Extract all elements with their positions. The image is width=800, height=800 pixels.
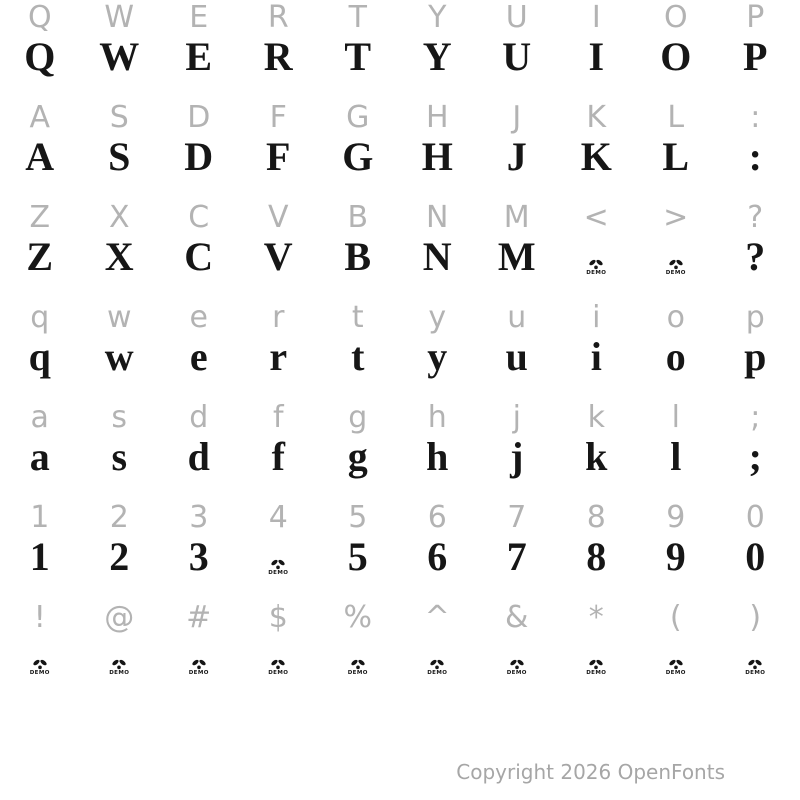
key-label: F: [269, 100, 287, 135]
rendered-glyph: B: [344, 234, 372, 279]
rendered-glyph: t: [351, 334, 365, 379]
demo-marker-label: DEMO: [109, 670, 130, 676]
rendered-glyph-row: [0, 536, 795, 601]
rendered-glyph: w: [104, 334, 134, 379]
rendered-glyph: f: [271, 434, 285, 479]
key-label: E: [189, 0, 209, 35]
specimen-row-pair-2: [0, 100, 795, 200]
key-label-row: [0, 600, 795, 636]
key-label: 1: [30, 500, 50, 535]
key-label: 5: [348, 500, 368, 535]
key-label: a: [30, 400, 49, 435]
fleuron-ornament-icon: [745, 650, 765, 677]
rendered-glyph: 6: [427, 534, 448, 579]
rendered-glyph: g: [347, 434, 368, 479]
key-label: g: [348, 400, 368, 435]
key-label: f: [272, 400, 284, 435]
key-label: L: [667, 100, 685, 135]
key-label: #: [186, 600, 212, 635]
rendered-glyph: r: [269, 334, 288, 379]
rendered-glyph: H: [421, 134, 453, 179]
key-label: Z: [29, 200, 51, 235]
rendered-glyph: 3: [188, 534, 209, 579]
key-label: j: [512, 400, 521, 435]
key-label: 6: [427, 500, 447, 535]
key-label-row: [0, 200, 795, 236]
rendered-glyph: Q: [24, 34, 56, 79]
key-label: O: [663, 0, 688, 35]
specimen-row-pair-1: [0, 0, 795, 100]
copyright-text: Copyright 2026 OpenFonts: [456, 760, 725, 784]
rendered-glyph: ?: [745, 234, 766, 279]
key-label: o: [666, 300, 685, 335]
key-label: ): [749, 600, 762, 635]
fleuron-ornament-icon: [268, 650, 288, 677]
key-label: M: [503, 200, 530, 235]
fleuron-ornament-icon: [189, 650, 209, 677]
rendered-glyph: S: [108, 134, 131, 179]
key-label: K: [586, 100, 607, 135]
key-label: R: [267, 0, 289, 35]
demo-placeholder-glyph: [636, 637, 716, 677]
key-label: 3: [189, 500, 209, 535]
key-label-row: [0, 500, 795, 536]
fleuron-ornament-icon: [666, 250, 686, 277]
rendered-glyph: Z: [26, 234, 54, 279]
key-label: h: [427, 400, 447, 435]
specimen-row-pair-6: [0, 500, 795, 600]
rendered-glyph: :: [748, 134, 762, 179]
key-label: V: [267, 200, 289, 235]
key-label: I: [591, 0, 601, 35]
key-label: r: [272, 300, 285, 335]
demo-marker-label: DEMO: [188, 670, 209, 676]
fleuron-ornament-icon: [268, 550, 288, 577]
key-label: Y: [428, 0, 447, 35]
fleuron-ornament-icon: [666, 650, 686, 677]
key-label: i: [592, 300, 601, 335]
key-label: :: [750, 100, 761, 135]
rendered-glyph: 9: [665, 534, 686, 579]
rendered-glyph: I: [588, 34, 605, 79]
key-label: W: [104, 0, 135, 35]
demo-placeholder-glyph: [159, 637, 239, 677]
key-label: q: [30, 300, 50, 335]
specimen-row-pair-7: [0, 600, 795, 700]
specimen-row-pair-4: [0, 300, 795, 400]
key-label-row: [0, 300, 795, 336]
key-label: p: [745, 300, 765, 335]
key-label: d: [189, 400, 209, 435]
rendered-glyph: R: [263, 34, 293, 79]
rendered-glyph: U: [502, 34, 532, 79]
rendered-glyph: j: [510, 434, 524, 479]
fleuron-ornament-icon: [507, 650, 527, 677]
demo-marker-label: DEMO: [427, 670, 448, 676]
key-label: <: [583, 200, 609, 235]
key-label: $: [268, 600, 288, 635]
rendered-glyph: k: [585, 434, 608, 479]
key-label: T: [348, 0, 367, 35]
key-label: J: [512, 100, 522, 135]
demo-marker-label: DEMO: [586, 670, 607, 676]
rendered-glyph-row: [0, 236, 795, 301]
key-label: w: [106, 300, 132, 335]
rendered-glyph: ;: [748, 434, 762, 479]
fleuron-ornament-icon: [348, 650, 368, 677]
rendered-glyph: L: [662, 134, 690, 179]
rendered-glyph: p: [744, 334, 767, 379]
key-label: N: [426, 200, 449, 235]
rendered-glyph: q: [28, 334, 51, 379]
key-label: 8: [586, 500, 606, 535]
key-label: C: [188, 200, 210, 235]
demo-marker-label: DEMO: [268, 570, 289, 576]
rendered-glyph: 2: [109, 534, 130, 579]
key-label: 0: [745, 500, 765, 535]
demo-placeholder-glyph: [398, 637, 478, 677]
rendered-glyph: A: [25, 134, 55, 179]
rendered-glyph: 7: [506, 534, 527, 579]
key-label: u: [507, 300, 527, 335]
key-label: X: [108, 200, 130, 235]
key-label: s: [111, 400, 128, 435]
rendered-glyph: F: [266, 134, 291, 179]
key-label: A: [29, 100, 51, 135]
specimen-row-pair-3: [0, 200, 795, 300]
rendered-glyph: a: [29, 434, 50, 479]
rendered-glyph: 1: [29, 534, 50, 579]
key-label: S: [109, 100, 129, 135]
key-label: l: [671, 400, 680, 435]
rendered-glyph: E: [185, 34, 213, 79]
demo-marker-label: DEMO: [29, 670, 50, 676]
key-label: 9: [666, 500, 686, 535]
rendered-glyph-row: [0, 636, 795, 701]
fleuron-ornament-icon: [586, 650, 606, 677]
rendered-glyph: 0: [745, 534, 766, 579]
demo-placeholder-glyph: [557, 637, 637, 677]
demo-marker-label: DEMO: [586, 270, 607, 276]
key-label: 2: [109, 500, 129, 535]
key-label: !: [33, 600, 46, 635]
rendered-glyph: P: [743, 34, 768, 79]
key-label: *: [588, 600, 604, 635]
demo-marker-label: DEMO: [347, 670, 368, 676]
rendered-glyph: l: [670, 434, 682, 479]
key-label: ?: [747, 200, 764, 235]
key-label: U: [505, 0, 528, 35]
key-label: 7: [507, 500, 527, 535]
demo-placeholder-glyph: [318, 637, 398, 677]
key-label: 4: [268, 500, 288, 535]
demo-placeholder-glyph: [477, 637, 557, 677]
key-label: e: [189, 300, 208, 335]
key-label: Q: [27, 0, 52, 35]
rendered-glyph: o: [665, 334, 686, 379]
rendered-glyph-row: [0, 36, 795, 101]
rendered-glyph: d: [187, 434, 210, 479]
rendered-glyph: Y: [422, 34, 452, 79]
demo-marker-label: DEMO: [665, 270, 686, 276]
demo-marker-label: DEMO: [268, 670, 289, 676]
key-label: &: [505, 600, 529, 635]
specimen-row-pair-5: [0, 400, 795, 500]
demo-placeholder-glyph: [636, 237, 716, 277]
key-label: B: [347, 200, 369, 235]
key-label-row: [0, 0, 795, 36]
rendered-glyph: W: [99, 34, 140, 79]
rendered-glyph: s: [111, 434, 128, 479]
demo-marker-label: DEMO: [745, 670, 766, 676]
rendered-glyph-row: [0, 436, 795, 501]
rendered-glyph: N: [422, 234, 452, 279]
demo-marker-label: DEMO: [665, 670, 686, 676]
rendered-glyph: J: [506, 134, 527, 179]
demo-placeholder-glyph: [239, 637, 319, 677]
key-label: %: [343, 600, 372, 635]
key-label: t: [351, 300, 364, 335]
key-label-row: [0, 400, 795, 436]
rendered-glyph-row: [0, 136, 795, 201]
rendered-glyph: V: [263, 234, 293, 279]
key-label: >: [663, 200, 689, 235]
demo-placeholder-glyph: [239, 537, 319, 577]
rendered-glyph: u: [505, 334, 528, 379]
key-label: ;: [750, 400, 761, 435]
rendered-glyph: y: [427, 334, 448, 379]
rendered-glyph: G: [342, 134, 374, 179]
rendered-glyph: X: [104, 234, 134, 279]
rendered-glyph: K: [580, 134, 612, 179]
key-label: y: [428, 300, 447, 335]
rendered-glyph-row: [0, 336, 795, 401]
demo-placeholder-glyph: [80, 637, 160, 677]
key-label-row: [0, 100, 795, 136]
rendered-glyph: 5: [347, 534, 368, 579]
rendered-glyph: C: [184, 234, 214, 279]
rendered-glyph: i: [590, 334, 602, 379]
rendered-glyph: O: [660, 34, 692, 79]
demo-marker-label: DEMO: [506, 670, 527, 676]
fleuron-ornament-icon: [30, 650, 50, 677]
rendered-glyph: T: [344, 34, 372, 79]
fleuron-ornament-icon: [586, 250, 606, 277]
key-label: H: [425, 100, 449, 135]
key-label: (: [669, 600, 682, 635]
rendered-glyph: e: [189, 334, 208, 379]
key-label: ^: [424, 600, 450, 635]
demo-placeholder-glyph: [557, 237, 637, 277]
demo-placeholder-glyph: [0, 637, 80, 677]
fleuron-ornament-icon: [109, 650, 129, 677]
rendered-glyph: D: [184, 134, 214, 179]
fleuron-ornament-icon: [427, 650, 447, 677]
key-label: @: [104, 600, 135, 635]
rendered-glyph: M: [497, 234, 536, 279]
rendered-glyph: 8: [586, 534, 607, 579]
rendered-glyph: h: [426, 434, 449, 479]
demo-placeholder-glyph: [716, 637, 796, 677]
key-label: G: [346, 100, 370, 135]
key-label: D: [187, 100, 211, 135]
key-label: P: [746, 0, 765, 35]
key-label: k: [587, 400, 605, 435]
